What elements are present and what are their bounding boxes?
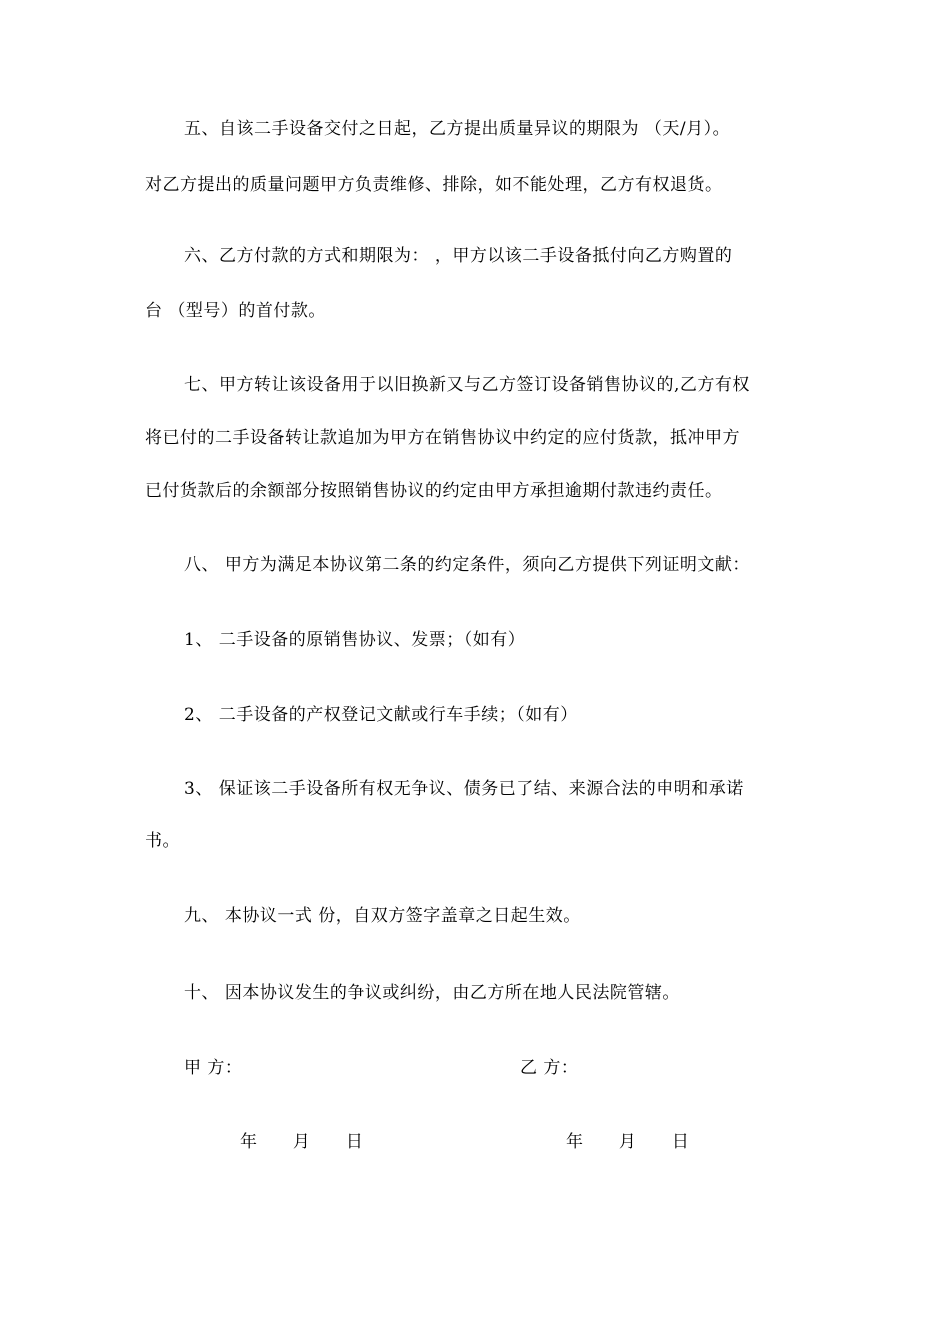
party-b-date: 年 月 日 xyxy=(566,1132,690,1152)
party-a-label: 甲 方： xyxy=(184,1058,243,1078)
clause-7-line-1: 七、甲方转让该设备用于以旧换新又与乙方签订设备销售协议的,乙方有权 xyxy=(184,375,750,395)
clause-8-item-3-line-2: 书。 xyxy=(145,831,180,851)
clause-6-line-2: 台 （型号）的首付款。 xyxy=(145,301,326,321)
clause-10-line-1: 十、 因本协议发生的争议或纠纷，由乙方所在地人民法院管辖。 xyxy=(184,983,680,1003)
party-a-date: 年 月 日 xyxy=(240,1132,364,1152)
clause-7-line-3: 已付货款后的余额部分按照销售协议的约定由甲方承担逾期付款违约责任。 xyxy=(145,481,723,501)
clause-5-line-2: 对乙方提出的质量问题甲方负责维修、排除，如不能处理，乙方有权退货。 xyxy=(145,175,723,195)
clause-8-item-2: 2、 二手设备的产权登记文献或行车手续；（如有） xyxy=(184,705,578,725)
clause-6-line-1: 六、乙方付款的方式和期限为： ，甲方以该二手设备抵付向乙方购置的 xyxy=(184,246,733,266)
clause-7-line-2: 将已付的二手设备转让款追加为甲方在销售协议中约定的应付货款，抵冲甲方 xyxy=(145,428,740,448)
party-b-label: 乙 方： xyxy=(520,1058,579,1078)
clause-8-line-1: 八、 甲方为满足本协议第二条的约定条件，须向乙方提供下列证明文献： xyxy=(184,555,750,575)
clause-9-line-1: 九、 本协议一式 份，自双方签字盖章之日起生效。 xyxy=(184,906,581,926)
clause-5-line-1: 五、自该二手设备交付之日起，乙方提出质量异议的期限为 （天/月）。 xyxy=(184,119,731,139)
clause-8-item-3-line-1: 3、 保证该二手设备所有权无争议、债务已了结、来源合法的申明和承诺 xyxy=(184,779,744,799)
clause-8-item-1: 1、 二手设备的原销售协议、发票；（如有） xyxy=(184,630,526,650)
